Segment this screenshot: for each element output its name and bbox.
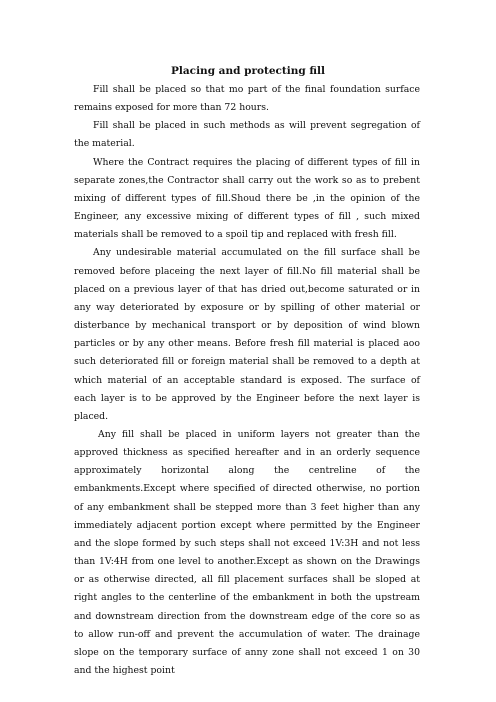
paragraph-undesirable-material: Any undesirable material accumulated on the fill surface shall be removed before placeing the next layer of fill.No fill material shall be placed on a previous layer of that has dried out,become saturated or in any way deteriorated by exposure or by spilling of other material or disterbance by mechanical transport or by deposition of wind blown particles or by any other means. Before fresh fill material is placed aoo such deteriorated fill or foreign material shall be removed to a depth at which material of an acceptable standard is exposed. The surface of each layer is to be approved by the Engineer before the next layer is placed.: [74, 247, 420, 422]
document-body: [74, 81, 420, 680]
paragraph-segregation: Fill shall be placed in such methods as will prevent segregation of the material.: [74, 120, 420, 150]
paragraph-exposure: Fill shall be placed so that mo part of the final foundation surface remains exposed for more than 72 hours.: [74, 84, 420, 114]
paragraph-separate-zones: Where the Contract requires the placing of different types of fill in separate zones,the Contractor shall carry out the work so as to prebent mixing of different types of fill.Shoud there be ,in the opinion of the Engineer, any excessive mixing of different types of fill , such mixed materials shall be removed to a spoil tip and replaced with fresh fill.: [74, 156, 420, 241]
paragraph-uniform-layers: Any fill shall be placed in uniform layers not greater than the approved thickness as specified hereafter and in an orderly sequence approximately horizontal along the centreline of the embankments.Except where specified of directed otherwise, no portion of any embankment shall be stepped more than 3 feet higher than any immediately adjacent portion except where permitted by the Engineer and the slope formed by such steps shall not exceed 1V:3H and not less than 1V:4H from one level to another.Except as shown on the Drawings or as otherwise directed, all fill placement surfaces shall be sloped at right angles to the centerline of the embankment in both the upstream and downstream direction from the downstream edge of the core so as to allow run-off and prevent the accumulation of water. The drainage slope on the temporary surface of anny zone shall not exceed 1 on 30 and the highest point: [74, 428, 420, 676]
document-title: Placing and protecting fill: [170, 65, 326, 77]
